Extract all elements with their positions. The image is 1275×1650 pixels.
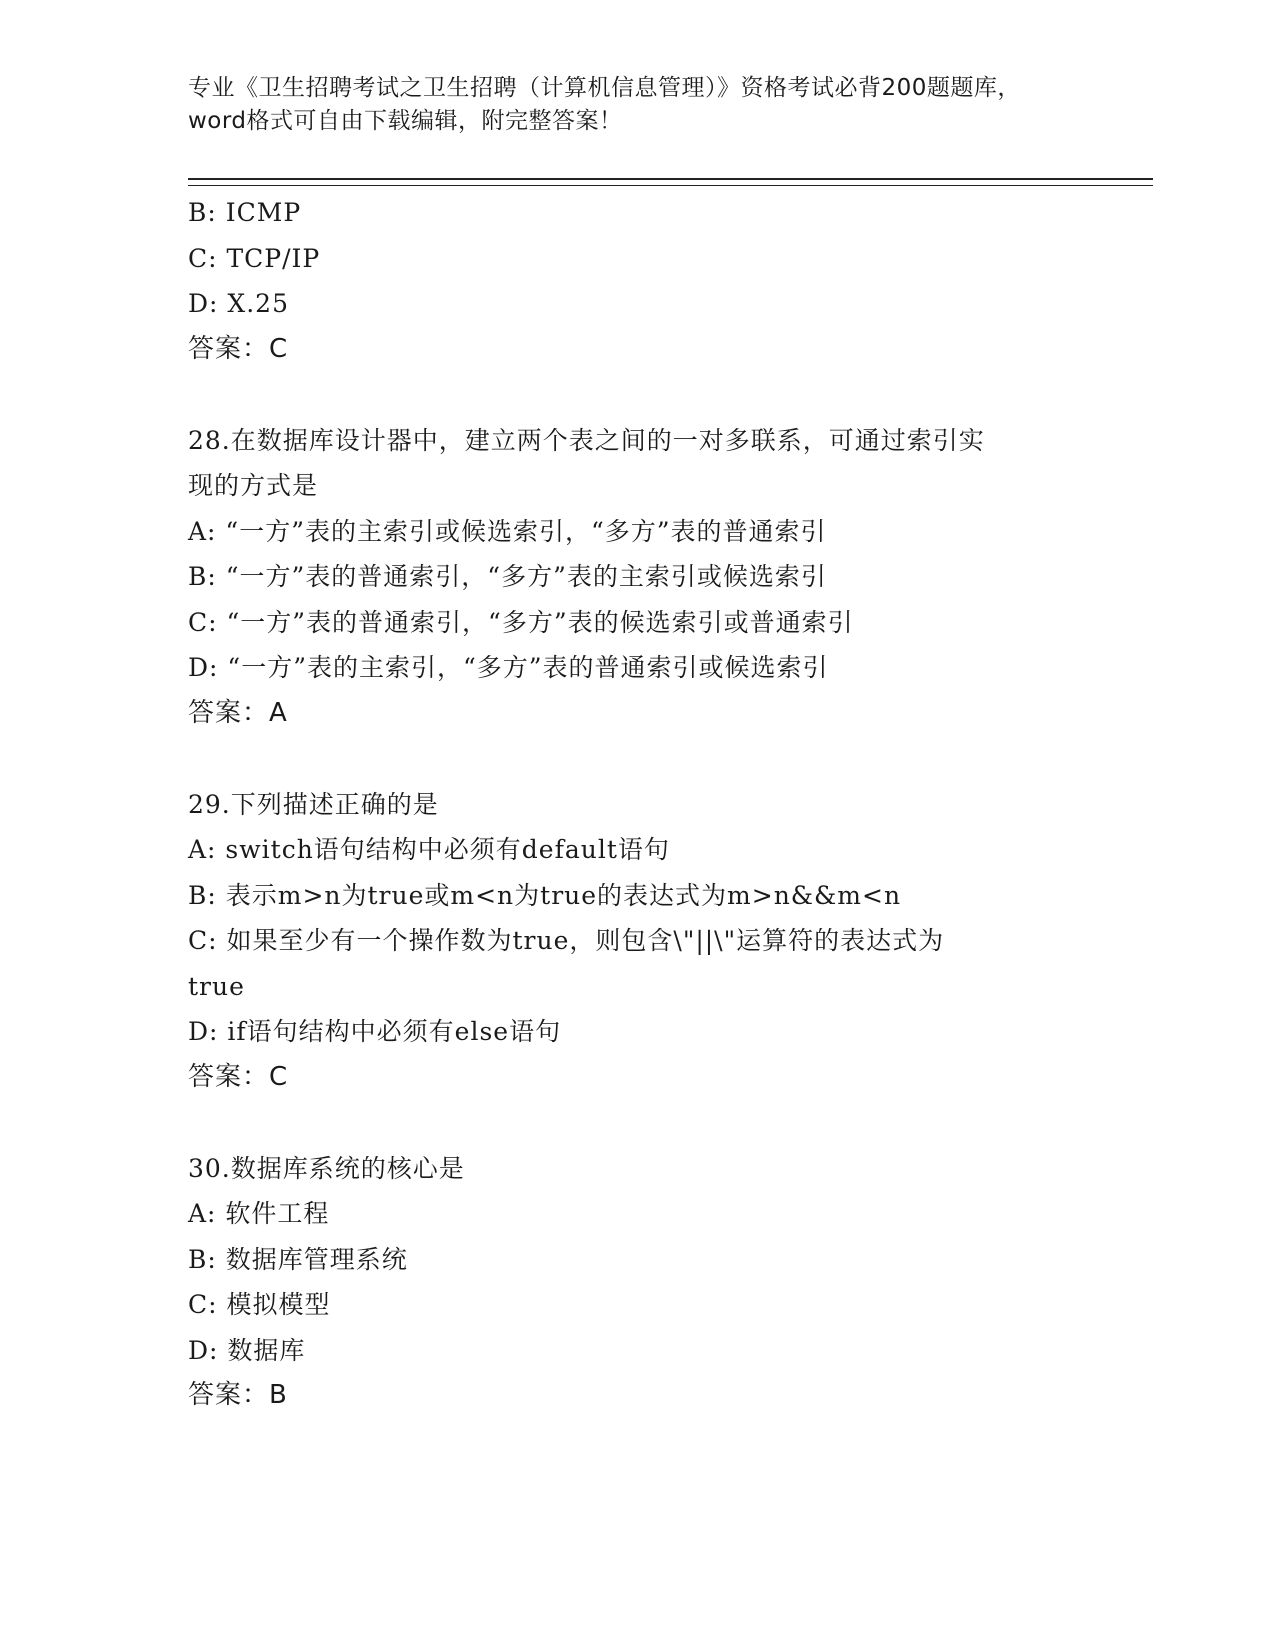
option-d: D: X.25 — [188, 289, 289, 318]
question-28 — [188, 418, 1088, 737]
option-a: A: 软件工程 — [188, 1199, 330, 1228]
question-stem: 28.在数据库设计器中，建立两个表之间的一对多联系，可通过索引实 — [188, 425, 985, 455]
option-b: B: 数据库管理系统 — [188, 1244, 408, 1274]
document-body — [188, 190, 1088, 1419]
answer-line: 答案：C — [188, 1061, 289, 1092]
document-page — [188, 0, 1148, 1650]
question-stem: 29.下列描述正确的是 — [188, 789, 439, 819]
answer-line: 答案：B — [188, 1380, 288, 1410]
document-header — [188, 72, 1088, 138]
option-b: B: “一方”表的普通索引，“多方”表的主索引或候选索引 — [188, 562, 827, 591]
question-29 — [188, 782, 1088, 1101]
question-27-tail — [188, 190, 1088, 372]
option-a: A: “一方”表的主索引或候选索引，“多方”表的普通索引 — [188, 516, 827, 546]
option-c: C: TCP/IP — [188, 243, 321, 273]
option-c: C: “一方”表的普通索引，“多方”表的候选索引或普通索引 — [188, 607, 854, 637]
spacer — [188, 1100, 1088, 1146]
option-d: D: 数据库 — [188, 1335, 306, 1365]
option-a: A: switch语句结构中必须有default语句 — [188, 835, 670, 864]
question-30 — [188, 1146, 1088, 1419]
option-d: D: if语句结构中必须有else语句 — [188, 1017, 562, 1046]
option-c-continued: true — [188, 971, 245, 1001]
option-c: C: 模拟模型 — [188, 1290, 331, 1319]
spacer — [188, 736, 1088, 782]
question-stem: 现的方式是 — [188, 471, 319, 500]
header-title-line-2: word格式可自由下载编辑，附完整答案！ — [188, 108, 623, 134]
header-title-line-1: 专业《卫生招聘考试之卫生招聘（计算机信息管理）》资格考试必背200题题库， — [188, 75, 1021, 101]
option-b: B: 表示m>n为true或m<n为true的表达式为m>n&&m<n — [188, 880, 902, 910]
answer-line: 答案：C — [188, 333, 289, 364]
option-c: C: 如果至少有一个操作数为true，则包含\"||\"运算符的表达式为 — [188, 926, 945, 955]
answer-line: 答案：A — [188, 697, 288, 728]
question-stem: 30.数据库系统的核心是 — [188, 1153, 465, 1183]
header-divider — [188, 178, 1153, 186]
option-d: D: “一方”表的主索引，“多方”表的普通索引或候选索引 — [188, 653, 829, 682]
spacer — [188, 372, 1088, 418]
option-b: B: ICMP — [188, 198, 302, 227]
